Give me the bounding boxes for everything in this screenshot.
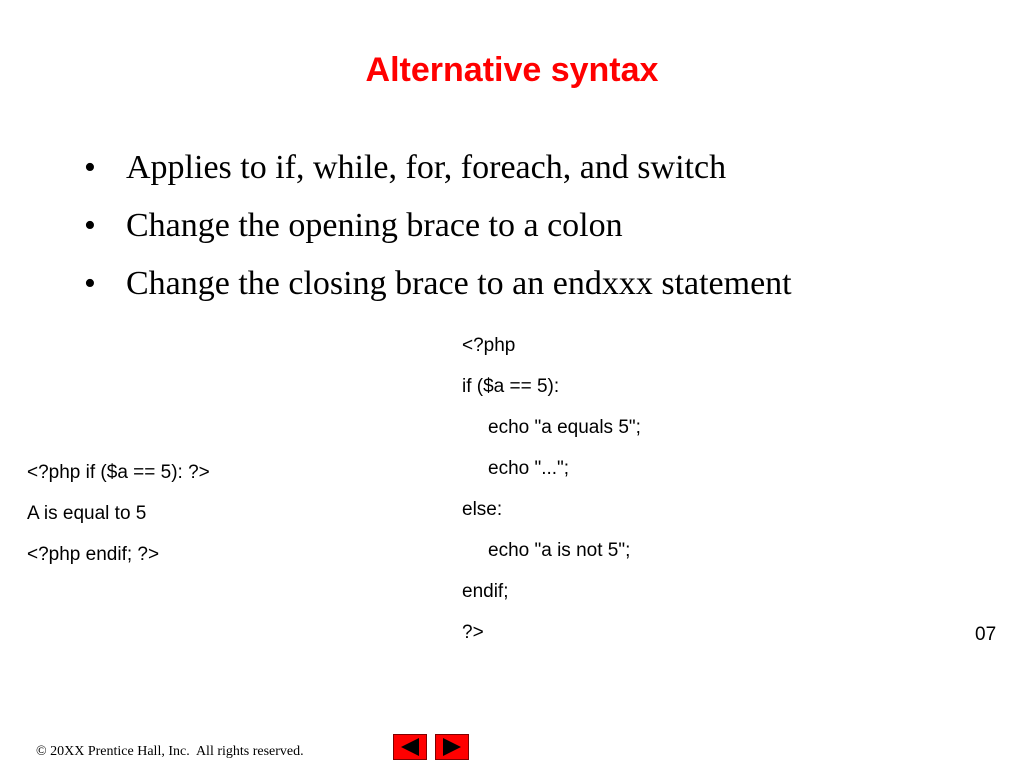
bullet-text: Change the opening brace to a colon	[126, 207, 623, 244]
code-line: else:	[462, 499, 503, 520]
bullet-dot: •	[84, 149, 96, 186]
bullet-item	[84, 204, 792, 262]
code-line: <?php endif; ?>	[27, 544, 160, 565]
code-line: ?>	[462, 622, 484, 643]
bullet-item	[84, 146, 792, 204]
footer-copyright	[36, 742, 304, 762]
bullet-text: Change the closing brace to an endxxx statement	[126, 265, 792, 302]
bullet-list	[84, 146, 792, 320]
next-slide-button[interactable]	[435, 734, 469, 760]
copyright-symbol: ©	[36, 744, 47, 759]
code-line: echo "a equals 5";	[488, 417, 641, 438]
code-line: echo "a is not 5";	[488, 540, 631, 561]
copyright-text: 20XX Prentice Hall, Inc. All rights reserved.	[46, 744, 304, 759]
code-line: if ($a == 5):	[462, 376, 560, 397]
slide-title: Alternative syntax	[365, 51, 659, 89]
bullet-dot: •	[84, 265, 96, 302]
arrow-left-icon	[394, 735, 426, 759]
code-line: echo "...";	[488, 458, 570, 479]
code-line: <?php if ($a == 5): ?>	[27, 462, 210, 483]
code-line: <?php	[462, 335, 516, 356]
code-example-block	[462, 325, 641, 653]
code-line: A is equal to 5	[27, 503, 147, 524]
bullet-item	[84, 262, 792, 320]
bullet-dot: •	[84, 207, 96, 244]
previous-slide-button[interactable]	[393, 734, 427, 760]
code-line: endif;	[462, 581, 509, 602]
bullet-text: Applies to if, while, for, foreach, and switch	[126, 149, 727, 186]
arrow-right-icon	[436, 735, 468, 759]
page-number: 07	[975, 624, 997, 645]
code-example-inline	[27, 452, 210, 575]
